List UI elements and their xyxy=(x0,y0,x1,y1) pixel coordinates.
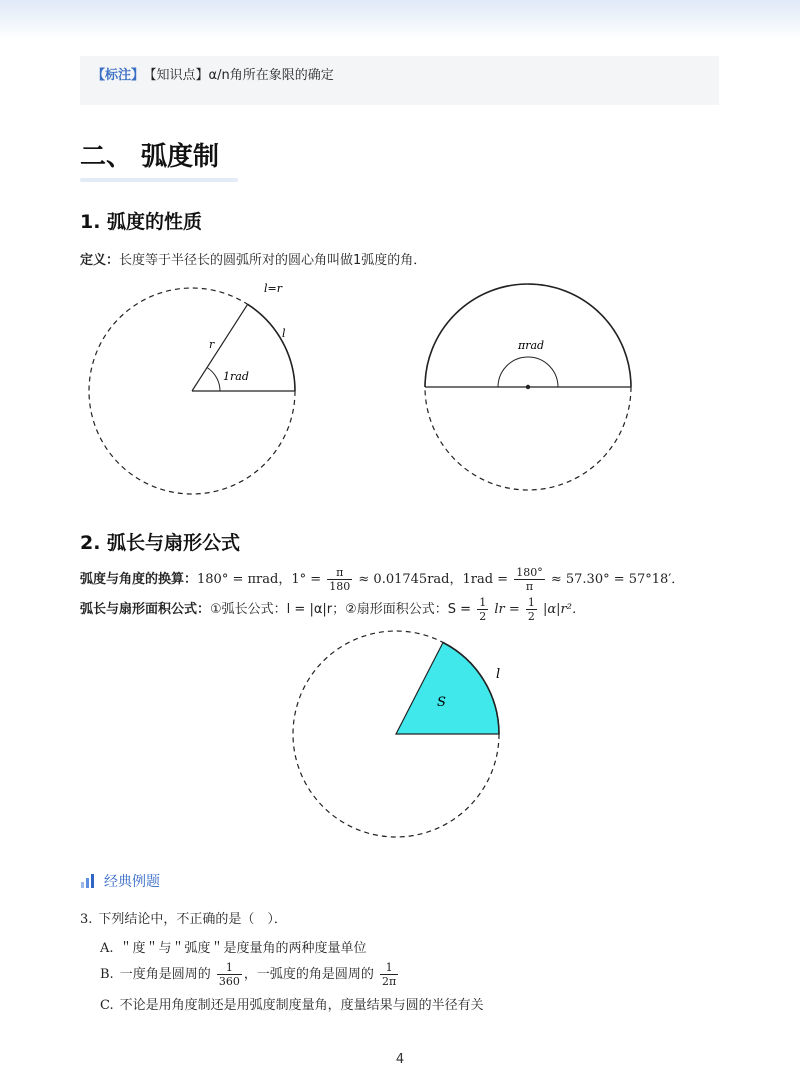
label-r: r xyxy=(209,338,215,351)
frac-den: 2π xyxy=(382,975,397,988)
icon-bar-1 xyxy=(81,882,84,888)
conversion-label: 弧度与角度的换算： xyxy=(80,572,198,587)
question-stem-text: 下列结论中，不正确的是（ ）． xyxy=(98,912,287,927)
sector-figure xyxy=(285,628,515,848)
bar-chart-icon xyxy=(80,874,96,892)
pi-angle-arc xyxy=(498,357,558,387)
formula-part-2: lr = xyxy=(494,602,520,617)
label-l-sector: l xyxy=(496,667,501,682)
pi-upper-arc xyxy=(425,284,631,387)
formula-part-3: |α|r²． xyxy=(543,602,585,617)
option-b xyxy=(100,961,400,988)
example-heading xyxy=(80,871,160,892)
annotation-text: 【知识点】α/n角所在象限的确定 xyxy=(150,68,334,83)
frac-den: 2 xyxy=(479,610,487,623)
sector-shape xyxy=(396,643,499,735)
section-title-underline xyxy=(80,178,238,182)
subsection-2-title: 2. 弧长与扇形公式 xyxy=(80,532,241,554)
fraction-1-over-360 xyxy=(217,961,242,988)
angle-arc xyxy=(207,368,220,392)
question-number: 3. xyxy=(80,912,93,927)
formula-part-1: ①弧长公式：l = |α|r；②扇形面积公式：S = xyxy=(210,602,472,617)
label-l: l xyxy=(282,327,286,340)
conversion-part-1: 180° = πrad，1° = xyxy=(197,572,322,587)
conversion-part-3: ≈ 57.30° = 57°18′． xyxy=(550,572,685,587)
center-dot xyxy=(526,385,530,389)
label-1rad: 1rad xyxy=(223,370,249,383)
frac-den: 360 xyxy=(218,975,240,988)
definition-text: 长度等于半径长的圆弧所对的圆心角叫做1弧度的角． xyxy=(119,253,427,268)
option-a-text: ＂度＂与＂弧度＂是度量角的两种度量单位 xyxy=(119,941,367,956)
option-c-label: C. xyxy=(100,998,114,1013)
label-l-eq-r: l=r xyxy=(264,282,282,295)
label-pi-rad: πrad xyxy=(518,339,545,352)
option-c-text: 不论是用角度制还是用弧度制度量角，度量结果与圆的半径有关 xyxy=(119,998,484,1013)
pi-radian-figure xyxy=(420,280,640,500)
option-c xyxy=(100,994,484,1013)
radian-figure xyxy=(80,280,310,500)
option-a-label: A. xyxy=(100,941,114,956)
section-title: 二、 弧度制 xyxy=(80,142,220,172)
option-b-label: B. xyxy=(100,967,114,982)
radian-arc xyxy=(248,304,295,391)
fraction-180-over-pi xyxy=(514,566,545,593)
frac-num: 1 xyxy=(217,961,242,975)
definition xyxy=(80,249,426,268)
frac-den: π xyxy=(525,580,534,593)
annotation-box xyxy=(80,56,719,105)
formula-label: 弧长与扇形面积公式： xyxy=(80,602,211,617)
option-b-text-2: ，一弧度的角是圆周的 xyxy=(243,967,374,982)
conversion-line xyxy=(80,566,684,593)
conversion-part-2: ≈ 0.01745rad，1rad = xyxy=(358,572,509,587)
fraction-1-over-2pi xyxy=(380,961,398,988)
label-S: S xyxy=(437,695,446,710)
fraction-pi-over-180 xyxy=(327,566,352,593)
fraction-one-half-b xyxy=(526,596,537,623)
frac-num: 1 xyxy=(380,961,398,975)
frac-num: π xyxy=(327,566,352,580)
bar-chart-icon-svg xyxy=(80,874,96,888)
example-title: 经典例题 xyxy=(104,874,160,890)
frac-den: 2 xyxy=(527,610,535,623)
question-stem xyxy=(80,908,287,927)
page-number: 4 xyxy=(395,1052,405,1067)
option-a xyxy=(100,937,367,956)
top-gradient-band xyxy=(0,0,800,40)
definition-label: 定义： xyxy=(80,253,120,268)
annotation-tag: 【标注】 xyxy=(92,68,145,83)
frac-den: 180 xyxy=(329,580,351,593)
frac-num: 1 xyxy=(527,596,535,609)
frac-num: 1 xyxy=(479,596,487,609)
icon-bar-2 xyxy=(86,878,89,888)
fraction-one-half-a xyxy=(477,596,488,623)
icon-bar-3 xyxy=(91,874,94,888)
subsection-1-title: 1. 弧度的性质 xyxy=(80,211,203,233)
formula-line xyxy=(80,596,585,623)
frac-num: 180° xyxy=(516,566,543,579)
option-b-text-1: 一度角是圆周的 xyxy=(119,967,211,982)
